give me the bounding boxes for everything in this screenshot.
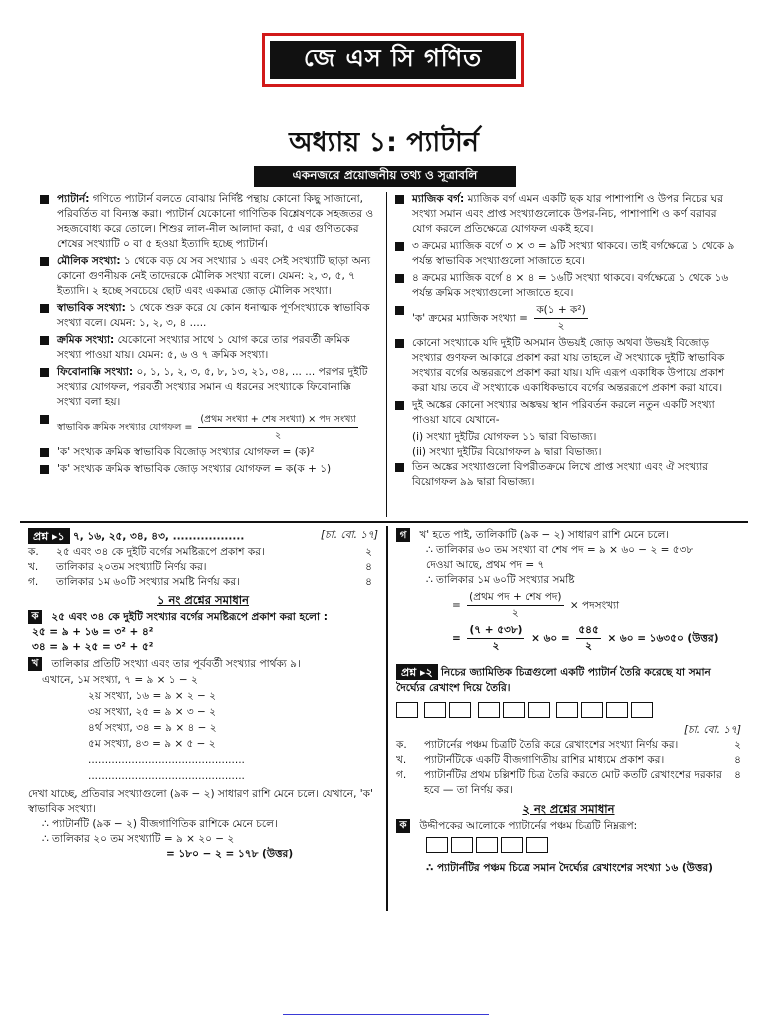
solution-line: ২য় সংখ্যা, ১৬ = ৯ × ২ − ২: [88, 689, 216, 702]
item-text: তালিকার ১ম ৬০টি সংখ্যার সমষ্টি নির্ণয় কর।: [56, 575, 240, 588]
bullet-icon: [40, 448, 49, 457]
item-mark: ৪: [734, 768, 741, 781]
solution-intro: উদ্দীপকের আলোকে প্যাটার্নের পঞ্চম চিত্রটি নিম্নরূপ:: [419, 819, 638, 832]
formula-label: স্বাভাবিক ক্রমিক সংখ্যার যোগফল =: [57, 422, 193, 433]
solution-letter: ক: [28, 610, 42, 624]
item-mark: ২: [734, 738, 741, 751]
fraction: [534, 303, 587, 334]
summary-item: [40, 254, 375, 299]
summary-item: [395, 192, 735, 237]
column-divider: [386, 526, 388, 911]
bullet-icon: [395, 463, 404, 472]
footer-line: [283, 1014, 489, 1015]
solution-formula: = $\frac{(৭ + ৫৩৮)}{২}$ × ৬০ = $\frac{৫৪৫}{২}$ × ৬০ = ১৬৩৫০ (উত্তর): [452, 624, 719, 652]
fraction-denominator: ২: [511, 607, 519, 619]
bullet-icon: [395, 339, 404, 348]
bullet-icon: [395, 242, 404, 251]
summary-term: ক্রমিক সংখ্যা:: [57, 334, 115, 346]
item-mark: ৪: [365, 560, 372, 573]
fraction: [198, 412, 357, 443]
item-letter: ক.: [28, 545, 39, 558]
item-mark: ৪: [365, 575, 372, 588]
question-item: [396, 768, 741, 798]
digit-rule: (ii) সংখ্যা দুইটির বিয়োগফল ৯ দ্বারা বিভাজ্য।: [412, 446, 602, 458]
solution-letter: ক: [396, 819, 410, 833]
solution-intro: ২৫ এবং ৩৪ কে দুইটি সংখ্যার বর্গের সমষ্টিরূপে প্রকাশ করা হলো :: [51, 610, 328, 623]
fraction-denominator: ২: [557, 320, 565, 332]
book-logo: [262, 33, 524, 87]
fraction-denominator: ২: [492, 640, 500, 652]
item-mark: ৪: [734, 753, 741, 766]
solution-answer: ∴ প্যাটার্নটির পঞ্চম চিত্রে সমান দৈর্ঘ্যের রেখাংশের সংখ্যা ১৬ (উত্তর): [426, 861, 713, 874]
solution-line: ∴ তালিকার ৬০ তম সংখ্যা বা শেষ পদ = ৯ × ৬০ − ২ = ৫৩৮: [426, 544, 694, 556]
summary-text: ৩ ক্রমের ম্যাজিক বর্গে ৩ × ৩ = ৯টি সংখ্যা থাকবে। তাই বর্গক্ষেত্রে ১ থেকে ৯ পর্যন্ত স্বাভাবিক সংখ্যাগুলো সাজাতে হবে।: [412, 240, 735, 267]
bullet-icon: [40, 415, 49, 424]
bullet-icon: [40, 368, 49, 377]
fraction-denominator: ২: [274, 430, 282, 441]
summary-item: [40, 301, 375, 331]
summary-right-column: [395, 192, 735, 492]
summary-term: ফিবোনাক্কি সংখ্যা:: [57, 366, 134, 378]
summary-text: কোনো সংখ্যাকে যদি দুইটি অসমান উভয়ই জোড় অথবা উভয়ই বিজোড় সংখ্যার গুণফল আকারে প্রকাশ করা যায় তাহলে ঐ সংখ্যাকে দুইটি স্বাভাবিক সংখ্যার বর্গের অন্তররূপে প্রকাশ করা যায়। যদি এরূপ একাধিক উপায়ে প্রকাশ করা যায় তবে ঐ সংখ্যাকে একাধিকভাবে বর্গের অন্তররূপে প্রকাশ করা যাবে।: [412, 337, 725, 394]
summary-item: [395, 271, 735, 301]
formula-odd-sum: 'ক' সংখ্যক ক্রমিক স্বাভাবিক বিজোড় সংখ্যার যোগফল = (ক)²: [40, 445, 375, 460]
formula-magic-number: [395, 303, 735, 334]
solution-line: দেওয়া আছে, প্রথম পদ = ৭: [426, 559, 545, 571]
item-letter: গ.: [396, 768, 407, 781]
bullet-icon: [40, 195, 49, 204]
summary-text: ১ থেকে শুরু করে যে কোন ধনাত্মক পূর্ণসংখ্যাকে স্বাভাবিক সংখ্যা বলে। যেমন: ১, ২, ৩, ৪ .....: [57, 302, 370, 329]
summary-text: ৪ ক্রমের ম্যাজিক বর্গে ৪ × ৪ = ১৬টি সংখ্যা থাকবে। বর্গক্ষেত্রে ১ থেকে ১৬ পর্যন্ত ক্রমিক সংখ্যাগুলো সাজাতে হবে।: [412, 272, 729, 299]
summary-ribbon: একনজরে প্রয়োজনীয় তথ্য ও সূত্রাবলি: [254, 166, 516, 187]
board-ref: [চা. বো. ১৭]: [683, 723, 741, 736]
solution-line: এখানে, ১ম সংখ্যা, ৭ = ৯ × ১ − ২: [42, 673, 198, 686]
summary-text: দুই অঙ্কের কোনো সংখ্যার অঙ্কদ্বয় স্থান পরিবর্তন করলে নতুন একটি সংখ্যা পাওয়া যাবে যেখানে-: [412, 399, 715, 426]
bullet-icon: [395, 306, 404, 315]
formula-even-sum: 'ক' সংখ্যক ক্রমিক স্বাভাবিক জোড় সংখ্যার যোগফল = ক(ক + ১): [40, 462, 375, 477]
summary-text: ম্যাজিক বর্গ এমন একটি ছক যার পাশাপাশি ও উপর নিচের ঘর সংখ্যা সমান এবং প্রাপ্ত সংখ্যাগুলোকে উপর-নিচ, পাশাপাশি ও কর্ণ বরাবর যোগ করলে প্রতিক্ষেত্রে যোগফল একই হবে।: [412, 193, 723, 235]
fraction-numerator: (প্রথম সংখ্যা + শেষ সংখ্যা) × পদ সংখ্যা: [198, 412, 357, 428]
book-title: জে এস সি গণিত: [270, 41, 516, 79]
summary-term: ম্যাজিক বর্গ:: [412, 193, 465, 205]
question-tag: প্রশ্ন ▸১: [28, 528, 70, 544]
solution-line: ২৫ = ৯ + ১৬ = ৩² + ৪²: [32, 625, 154, 638]
item-letter: খ.: [28, 560, 39, 573]
item-letter: গ.: [28, 575, 39, 588]
board-ref: [চা. বো. ১৭]: [320, 529, 378, 541]
item-mark: ২: [365, 545, 372, 558]
solution-line: ৪র্থ সংখ্যা, ৩৪ = ৯ × ৪ − ২: [88, 721, 217, 734]
item-text: প্যাটার্নের পঞ্চম চিত্রটি তৈরি করে রেখাংশের সংখ্যা নির্ণয় কর।: [424, 738, 679, 751]
summary-left-column: [40, 192, 375, 479]
bullet-icon: [40, 465, 49, 474]
fraction-numerator: ৫৪৫: [576, 623, 600, 639]
fraction: [576, 623, 600, 654]
question-sequence: ৭, ১৬, ২৫, ৩৪, ৪৩, ..................: [72, 530, 245, 543]
solution-letter: খ: [28, 657, 42, 671]
item-text: তালিকার ২০তম সংখ্যাটি নির্ণয় কর।: [56, 560, 207, 573]
question-item: [396, 738, 741, 753]
solution-title: ১ নং প্রশ্নের সমাধান: [156, 592, 250, 607]
summary-term: মৌলিক সংখ্যা:: [57, 255, 121, 267]
question-1: [28, 528, 378, 862]
summary-divider: [386, 192, 387, 517]
summary-term: স্বাভাবিক সংখ্যা:: [57, 302, 126, 314]
solution-line: ৩য় সংখ্যা, ২৫ = ৯ × ৩ − ২: [88, 705, 216, 718]
section-divider: [20, 521, 748, 523]
summary-text: যেকোনো সংখ্যার সাথে ১ যোগ করে তার পরবর্তী ক্রমিক সংখ্যা পাওয়া যায়। যেমন: ৫, ৬ ও ৭ ক্রমিক সংখ্যা।: [57, 334, 350, 361]
summary-text: গণিতে প্যাটার্ন বলতে বোঝায় নির্দিষ্ট পন্থায় কোনো কিছু সাজানো, পরিবর্তিত বা বিন্যস্ত করা। প্যাটার্ন যেকোনো গাণিতিক বিশ্লেষণকে সহজতর ও সহজবোধ্য করে তোলে। শিশুর লাল-নীল আলাদা করা, ৫ এর গুণিতকের শেষের সংখ্যাটি ০ বা ৫ হওয়া ইত্যাদি হচ্ছে প্যাটার্ন।: [57, 193, 374, 250]
solution-line: ∴ তালিকার ২০ তম সংখ্যাটি = ৯ × ২০ − ২: [42, 832, 235, 845]
question-item: [396, 753, 741, 768]
dotted-line: ...............................................: [88, 753, 245, 766]
summary-item: [40, 192, 375, 252]
bullet-icon: [395, 401, 404, 410]
solution-letter: গ: [396, 528, 410, 542]
solution-line: ৩৪ = ৯ + ২৫ = ৩² + ৫²: [32, 640, 154, 653]
summary-text: ০, ১, ১, ২, ৩, ৫, ৮, ১৩, ২১, ৩৪, ... ... পরপর দুইটি সংখ্যার যোগফল, পরবর্তী সংখ্যার সমান এ ধরনের সংখ্যাকে ফিবোনাক্কি সংখ্যা বলা হয়।: [57, 366, 368, 408]
solution-answer: = ১৮০ − ২ = ১৭৮ (উত্তর): [166, 847, 294, 860]
summary-item: [40, 333, 375, 363]
summary-item: [395, 336, 735, 396]
bullet-icon: [40, 304, 49, 313]
summary-term: প্যাটার্ন:: [57, 193, 90, 205]
item-letter: ক.: [396, 738, 407, 751]
summary-item: তিন অঙ্কের সংখ্যাগুলো বিপরীতক্রমে লিখে প্রাপ্ত সংখ্যা এবং ঐ সংখ্যার বিয়োগফল ৯৯ দ্বারা বিভাজ্য।: [395, 460, 735, 490]
summary-text: ১ থেকে বড় যে সব সংখ্যার ১ এবং সেই সংখ্যাটি ছাড়া অন্য কোনো গুণনীয়ক নেই তাদেরকে মৌলিক সংখ্যা বলে। যেমন: ২, ৩, ৫, ৭ ইত্যাদি। ২ হচ্ছে সবচেয়ে ছোট এবং একমাত্র জোড় মৌলিক সংখ্যা।: [57, 255, 371, 297]
solution-formula: = $\frac{\text{(প্রথম পদ + শেষ পদ)}}{২}$ × পদসংখ্যা: [452, 591, 620, 619]
bullet-icon: [395, 274, 404, 283]
item-text: প্যাটার্নটিকে একটি বীজগাণিতীয় রাশির মাধ্যমে প্রকাশ কর।: [424, 753, 665, 766]
formula-label: 'ক' ক্রমের ম্যাজিক সংখ্যা =: [412, 312, 528, 325]
solution-line: ∴ প্যাটার্নটি (৯ক − ২) বীজগাণিতিক রাশিকে মেনে চলে।: [42, 817, 278, 830]
summary-item: [395, 398, 735, 428]
question-stem: নিচের জ্যামিতিক চিত্রগুলো একটি প্যাটার্ন তৈরি করেছে যা সমান দৈর্ঘ্যের রেখাংশ দিয়ে তৈরি।: [396, 666, 711, 694]
fraction: [467, 623, 524, 654]
chapter-title: অধ্যায় ১: প্যাটার্ন: [289, 127, 479, 158]
item-letter: খ.: [396, 753, 407, 766]
digit-rules: [395, 430, 735, 460]
pattern-figures: [396, 702, 741, 723]
solution-title: ২ নং প্রশ্নের সমাধান: [522, 801, 615, 816]
dotted-line: ...............................................: [88, 769, 245, 782]
summary-item: [395, 239, 735, 269]
bullet-icon: [40, 257, 49, 266]
bullet-icon: [40, 336, 49, 345]
question-tag: প্রশ্ন ▸২: [396, 664, 438, 680]
formula-natural-sum: [40, 412, 375, 443]
solution-intro: খ' হতে পাই, তালিকাটি (৯ক − ২) সাধারণ রাশি মেনে চলে।: [419, 529, 670, 541]
question-item: [28, 545, 372, 560]
fraction-numerator: ক(১ + ক²): [534, 303, 587, 319]
solution-intro: তালিকার প্রতিটি সংখ্যা এবং তার পূর্ববর্তী সংখ্যার পার্থক্য ৯।: [51, 657, 301, 670]
item-text: ২৫ এবং ৩৪ কে দুইটি বর্গের সমষ্টিরূপে প্রকাশ কর।: [56, 545, 265, 558]
fifth-figure: [396, 837, 741, 858]
fraction-denominator: ২: [585, 640, 592, 652]
question-item: [28, 560, 372, 575]
question-2: [396, 664, 741, 696]
summary-item: [40, 365, 375, 410]
solution-line: ৫ম সংখ্যা, ৪৩ = ৯ × ৫ − ২: [88, 737, 216, 750]
fraction-numerator: (প্রথম পদ + শেষ পদ): [467, 590, 563, 606]
digit-rule: (i) সংখ্যা দুইটির যোগফল ১১ দ্বারা বিভাজ্য।: [412, 431, 597, 443]
question-1-ga-solution: [396, 528, 741, 876]
question-item: [28, 575, 372, 590]
item-text: প্যাটার্নটির প্রথম চল্লিশটি চিত্র তৈরি করতে মোট কতটি রেখাংশের দরকার হবে — তা নির্ণয় কর।: [424, 768, 722, 796]
bullet-icon: [395, 195, 404, 204]
solution-line: ∴ তালিকার ১ম ৬০টি সংখ্যার সমষ্টি: [426, 574, 575, 586]
fraction: [467, 590, 563, 621]
solution-conclusion: দেখা যাচ্ছে, প্রতিবার সংখ্যাগুলো (৯ক − ২) সাধারণ রাশি মেনে চলে। যেখানে, 'ক' স্বাভাবিক সংখ্যা।: [28, 787, 373, 815]
fraction-numerator: (৭ + ৫৩৮): [467, 623, 524, 639]
